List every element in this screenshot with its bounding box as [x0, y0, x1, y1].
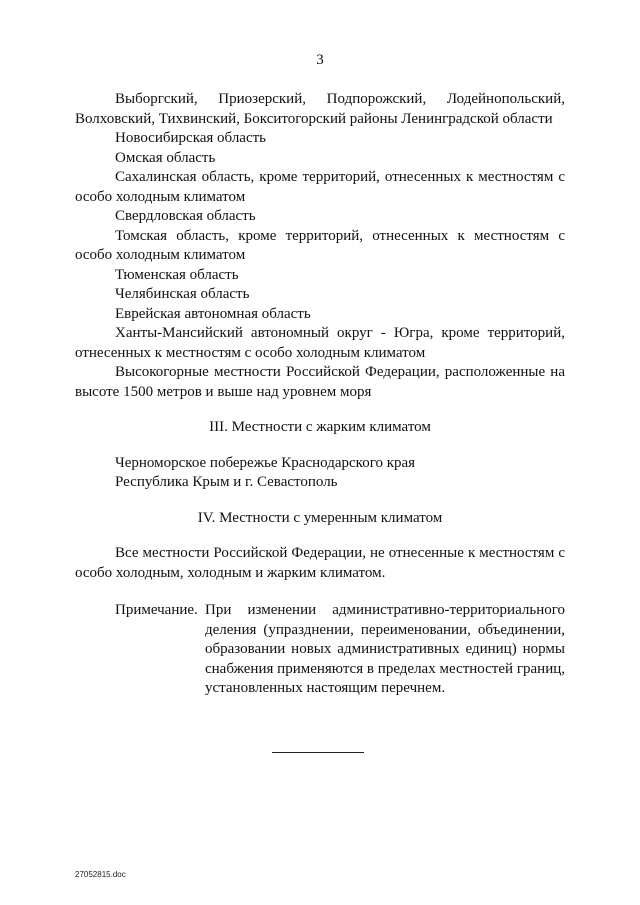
- list-item: Ханты-Мансийский автономный округ - Югра, кроме территорий, отнесенных к местностям с особо холодным климатом: [75, 325, 565, 361]
- list-item: Челябинская область: [115, 286, 250, 302]
- list-item: Сахалинская область, кроме территорий, отнесенных к местностям с особо холодным климатом: [75, 169, 565, 205]
- list-item: Новосибирская область: [115, 130, 267, 146]
- list-item: Республика Крым и г. Севастополь: [115, 474, 338, 490]
- section-heading-moderate-climate: IV. Местности с умеренным климатом: [197, 509, 443, 526]
- list-item: Тюменская область: [115, 266, 239, 283]
- page-number: 3: [316, 52, 324, 68]
- end-divider: [272, 752, 364, 753]
- list-item: Еврейская автономная область: [115, 305, 311, 322]
- note-text: При изменении административно-территориального деления (упразднении, переименовании, объединении, образовании новых административных единиц) нормы снабжения применяются в пределах местностей границ, установленных настоящим перечнем.: [205, 602, 565, 696]
- note: [75, 601, 565, 699]
- footer-filename: 27052815.doc: [75, 870, 126, 879]
- list-item: Омская область: [115, 149, 216, 166]
- list-item: Томская область, кроме территорий, отнесенных к местностям с особо холодным климатом: [75, 227, 565, 263]
- list-item: Свердловская область: [115, 208, 256, 224]
- note-label: Примечание.: [115, 602, 198, 618]
- document-body: [75, 90, 565, 699]
- section-heading-hot-climate: III. Местности с жарким климатом: [209, 419, 431, 435]
- list-item: Выборгский, Приозерский, Подпорожский, Лодейнопольский, Волховский, Тихвинский, Бокситогорский районы Ленинградской области: [75, 91, 565, 127]
- section-text-moderate-climate: Все местности Российской Федерации, не отнесенные к местностям с особо холодным, холодным и жарким климатом.: [75, 545, 565, 581]
- list-item: Высокогорные местности Российской Федерации, расположенные на высоте 1500 метров и выше над уровнем моря: [75, 364, 565, 400]
- list-item: Черноморское побережье Краснодарского края: [115, 454, 416, 471]
